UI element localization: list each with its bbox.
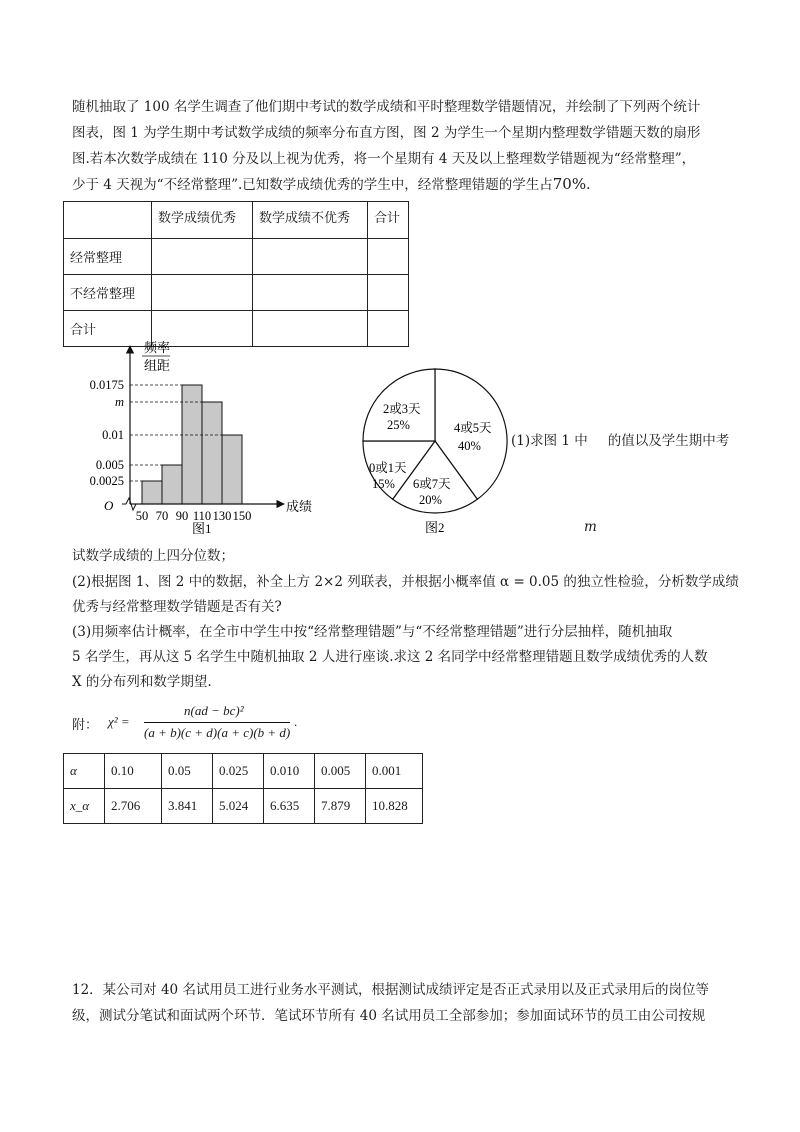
- ct-header-cell: 数学成绩不优秀: [253, 202, 368, 239]
- q1-side-end: 的值以及学生期中考: [607, 433, 730, 449]
- intro-line-4-pct: 70%: [552, 175, 587, 193]
- intro-line-4-end: .: [586, 177, 591, 193]
- pie-slice-pct: 15%: [372, 477, 395, 491]
- pie-slice-pct: 20%: [419, 493, 442, 507]
- q2-line-1: (2)根据图 1、图 2 中的数据，补全上方 2×2 列联表，并根据小概率值 α = 0.05 的独立性检验，分析数学成绩: [72, 574, 739, 590]
- pie-slice-pct: 40%: [458, 439, 481, 453]
- pie-slice-label: 0或1天: [369, 461, 407, 475]
- x-tick-label: 110: [192, 509, 212, 523]
- alpha-cell: 0.10: [105, 754, 162, 789]
- y-axis-label-top: 频率: [144, 340, 171, 355]
- alpha-cell: 0.005: [315, 754, 366, 789]
- pie-slice-label: 4或5天: [454, 421, 492, 435]
- x-alpha-cell: 2.706: [105, 789, 162, 824]
- x-tick-label: 50: [135, 509, 149, 523]
- ct-row-label: 合计: [64, 311, 152, 347]
- alpha-cell: 0.010: [264, 754, 315, 789]
- alpha-header: α: [64, 754, 105, 789]
- q1-side-start: (1)求图 1 中: [511, 433, 588, 449]
- ct-header-cell: [64, 202, 152, 239]
- pie-figure-2: [350, 358, 520, 538]
- q1-m-symbol: m: [584, 519, 597, 535]
- x-alpha-cell: 5.024: [213, 789, 264, 824]
- intro-line-2: 图表，图 1 为学生期中考试数学成绩的频率分布直方图，图 2 为学生一个星期内整理数学错题天数的扇形: [72, 125, 701, 141]
- y-tick-label: 0.01: [102, 428, 124, 442]
- x-tick-label: 130: [212, 509, 232, 523]
- figure-2-caption: 图2: [425, 520, 445, 535]
- q1-continuation: 试数学成绩的上四分位数；: [72, 548, 234, 564]
- ct-cell: [368, 239, 409, 275]
- alpha-cell: 0.05: [162, 754, 213, 789]
- x-tick-label: 150: [232, 509, 252, 523]
- q12-line-1: 12．某公司对 40 名试用员工进行业务水平测试，根据测试成绩评定是否正式录用以及正式录用后的岗位等: [72, 982, 709, 998]
- pie-slice-label: 2或3天: [383, 402, 421, 416]
- q12-line-2: 级，测试分笔试和面试两个环节．笔试环节所有 40 名试用员工全部参加；参加面试环节的员工由公司按规: [72, 1008, 706, 1024]
- alpha-cell: 0.025: [213, 754, 264, 789]
- ct-row-label: 不经常整理: [64, 275, 152, 311]
- formula-numerator: n(ad − bc)²: [184, 703, 244, 718]
- critical-value-table: [63, 753, 423, 824]
- x-alpha-cell: 6.635: [264, 789, 315, 824]
- x-alpha-cell: 10.828: [366, 789, 423, 824]
- ct-cell: [253, 239, 368, 275]
- y-tick-label: 0.0175: [89, 378, 124, 392]
- formula-end: .: [294, 714, 298, 729]
- y-axis-label-bottom: 组距: [144, 358, 171, 373]
- intro-line-3: 图.若本次数学成绩在 110 分及以上视为优秀，将一个星期有 4 天及以上整理数学错题视为“经常整理”，: [72, 151, 696, 167]
- formula-prefix: 附：: [72, 718, 99, 733]
- histogram-bar: [162, 465, 182, 504]
- pie-slice-pct: 25%: [387, 418, 410, 432]
- histogram-y-ticks: [90, 378, 124, 488]
- ct-row-label: 经常整理: [64, 239, 152, 275]
- x-alpha-header: x_α: [64, 789, 105, 824]
- ct-cell: [152, 275, 253, 311]
- x-alpha-cell: 3.841: [162, 789, 213, 824]
- histogram-figure-1: [60, 338, 320, 538]
- y-tick-label: 0.0025: [89, 474, 124, 488]
- origin-label: O: [104, 498, 114, 513]
- q1-side-text: [511, 432, 729, 450]
- ct-cell: [368, 311, 409, 347]
- contingency-table: [63, 201, 409, 347]
- pie-slice-label: 6或7天: [413, 477, 451, 491]
- q3-line-2: 5 名学生，再从这 5 名学生中随机抽取 2 人进行座谈.求这 2 名同学中经常整理错题且数学成绩优秀的人数: [72, 649, 708, 665]
- ct-cell: [152, 239, 253, 275]
- ct-cell: [368, 275, 409, 311]
- formula-denominator: (a + b)(c + d)(a + c)(b + d): [144, 725, 291, 740]
- chi-square-formula: [72, 703, 332, 743]
- intro-line-1: 随机抽取了 100 名学生调查了他们期中考试的数学成绩和平时整理数学错题情况，并绘制了下列两个统计: [72, 99, 701, 115]
- histogram-bar: [142, 481, 162, 504]
- ct-header-cell: 数学成绩优秀: [152, 202, 253, 239]
- x-axis-label: 成绩: [286, 499, 313, 514]
- intro-line-4-text: 少于 4 天视为“不经常整理”.已知数学成绩优秀的学生中，经常整理错题的学生占: [72, 177, 553, 193]
- pie-slices: [363, 369, 507, 513]
- x-tick-label: 70: [155, 509, 169, 523]
- figure-1-caption: 图1: [192, 521, 212, 536]
- histogram-bar: [222, 435, 242, 504]
- histogram-bars: [142, 385, 242, 504]
- histogram-bar: [202, 402, 222, 504]
- q3-line-1: (3)用频率估计概率，在全市中学生中按“经常整理错题”与“不经常整理错题”进行分层抽样，随机抽取: [72, 624, 673, 640]
- intro-line-4: [72, 175, 590, 194]
- ct-header-cell: 合计: [368, 202, 409, 239]
- ct-cell: [253, 275, 368, 311]
- alpha-cell: 0.001: [366, 754, 423, 789]
- q2-line-2: 优秀与经常整理数学错题是否有关?: [72, 599, 282, 615]
- y-tick-label: m: [114, 395, 124, 409]
- formula-fraction-bar: [144, 722, 290, 723]
- y-tick-label: 0.005: [95, 458, 124, 472]
- x-alpha-cell: 7.879: [315, 789, 366, 824]
- q3-line-3: X 的分布列和数学期望.: [72, 674, 212, 690]
- formula-chi: χ² =: [108, 714, 130, 729]
- histogram-bar: [182, 385, 202, 504]
- x-tick-label: 90: [175, 509, 189, 523]
